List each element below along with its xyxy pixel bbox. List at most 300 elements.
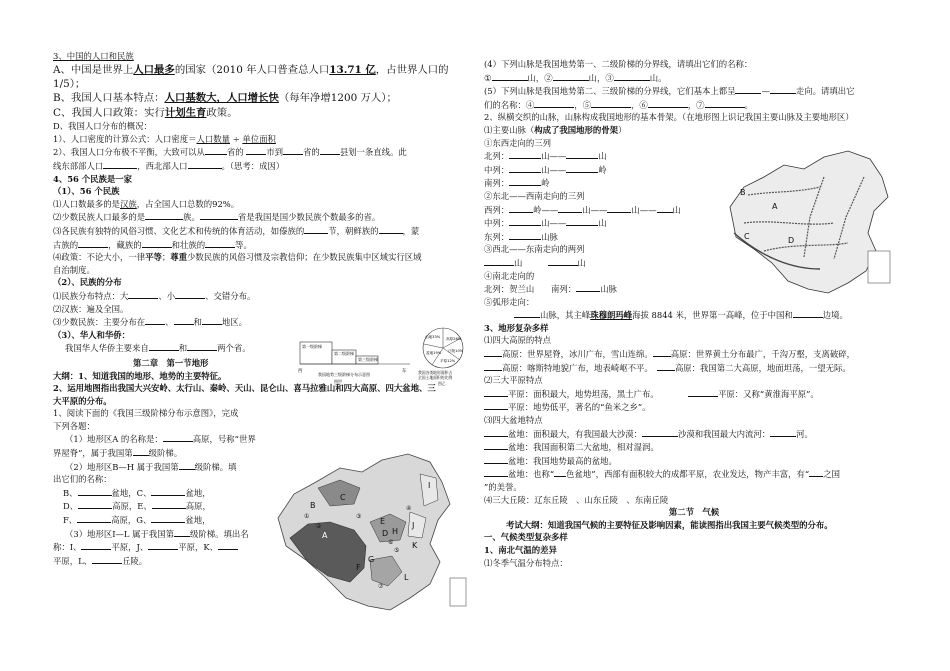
- nesw-title: ②东北——西南走向的三列: [484, 190, 585, 201]
- text: 东列：: [484, 231, 510, 242]
- text: ⑷政策：不论大小，一律: [53, 252, 146, 263]
- fill-blank[interactable]: [152, 499, 186, 509]
- fill-blank[interactable]: [653, 347, 671, 357]
- fill-blank[interactable]: [149, 341, 179, 351]
- map-label-i: I: [428, 481, 431, 490]
- fill-blank[interactable]: [607, 203, 631, 213]
- fill-blank[interactable]: [770, 84, 796, 94]
- text: 山——: [541, 164, 567, 175]
- text: (5）下列山脉是我国地势第二、三级阶梯的分界线，它们基本上都呈: [484, 86, 736, 97]
- text: 盆地：也称“: [508, 469, 555, 480]
- question-2-de: [53, 499, 268, 513]
- text: 山——: [582, 204, 608, 215]
- fill-blank[interactable]: [688, 387, 718, 397]
- fill-blank[interactable]: [553, 71, 589, 81]
- climate-outline: 考试大纲：知道我国气候的主要特征及影响因素，能读图指出我国主要气候类型的分布。: [506, 519, 833, 530]
- fill-blank[interactable]: [78, 486, 112, 496]
- question-1-cont: [53, 446, 268, 460]
- map-marker-4: ④: [406, 505, 412, 512]
- text: ⑶少数民族：主要分布在: [53, 317, 146, 328]
- fill-blank[interactable]: [218, 540, 238, 550]
- map-questions: [53, 407, 268, 567]
- text: 、小: [158, 290, 176, 301]
- basins-4: [484, 467, 904, 481]
- text: B、: [63, 487, 78, 498]
- text: 山: [598, 218, 607, 229]
- plains-title: ⑵三大平原特点: [484, 375, 543, 386]
- text: C、我国人口政策：实行: [53, 106, 165, 119]
- fill-blank[interactable]: [566, 149, 598, 159]
- basins-3: [484, 454, 904, 468]
- text: 盆地：我国面积第二大盆地，相对湿润。: [508, 442, 659, 453]
- fill-blank[interactable]: [576, 282, 600, 292]
- fill-blank[interactable]: [809, 467, 823, 477]
- plains-2: [484, 400, 904, 414]
- mountain-map-label-a: A: [772, 202, 778, 211]
- fill-blank[interactable]: [133, 446, 149, 456]
- basins-1: [484, 427, 904, 441]
- text: 盆地：面积最大，有我国最大沙漠：: [508, 428, 642, 439]
- text: 高原，E、: [112, 501, 152, 512]
- text: 1）、人口密度的计算公式：人口密度＝: [53, 133, 197, 144]
- pie-caption-2: 全国土地面积的比例: [418, 375, 453, 380]
- fill-blank[interactable]: [566, 163, 598, 173]
- fill-blank[interactable]: [205, 238, 235, 248]
- text: 高原：世界屋脊，冰川广布，雪山连绵。: [502, 349, 653, 360]
- fill-blank[interactable]: [175, 289, 205, 299]
- outline-2-cont: 大平原的分布。: [53, 395, 112, 406]
- map-label-j: J: [412, 521, 415, 530]
- text: 、: [165, 317, 174, 328]
- text: 高原，: [185, 501, 211, 512]
- text: ÷: [232, 133, 240, 144]
- text: 边境。: [822, 310, 848, 321]
- answer: 汉族: [120, 198, 137, 209]
- text: 界屋脊”，属于我国第: [53, 448, 133, 459]
- item-4-1a: [53, 198, 473, 211]
- text: （2）地形区B—H 属于我国第: [65, 461, 179, 472]
- arc-line: [484, 308, 904, 322]
- item-4-1c: [53, 224, 473, 238]
- nwse-title: ③西北——东南走向的两列: [484, 244, 585, 255]
- fill-blank[interactable]: [509, 149, 541, 159]
- text: 南列：: [484, 178, 510, 189]
- china-terrain-map: [270, 448, 468, 618]
- map-label-k: K: [412, 541, 418, 550]
- text: ，藏族的: [108, 239, 142, 250]
- text: ①: [484, 72, 492, 83]
- right-q5: (5）下列山脉是我国地势第二、三级阶梯的分界线，它们基本上都呈 — 走向。请填出它: [484, 86, 855, 97]
- fill-blank[interactable]: [492, 71, 528, 81]
- fill-blank[interactable]: [484, 467, 508, 477]
- fill-blank[interactable]: [151, 486, 185, 496]
- fill-blank[interactable]: [163, 432, 193, 442]
- text: 之国: [823, 469, 840, 480]
- fill-blank[interactable]: [484, 427, 508, 437]
- climate-1: 一、气候类型复杂多样: [484, 532, 568, 543]
- answer: 单位面积: [242, 133, 276, 144]
- fill-blank[interactable]: [484, 361, 502, 371]
- emphasis: 尊重: [170, 252, 187, 263]
- text: 走向。请填出它: [795, 86, 855, 97]
- question-1: [53, 432, 268, 446]
- emphasis: 13.71 亿: [329, 63, 376, 76]
- text: 平原：又称“黄淮海平原”。: [718, 388, 819, 399]
- question-3-cont: [53, 540, 268, 554]
- item-4-1d-cont: 自治制度。: [53, 264, 95, 275]
- answer: 人口数量: [196, 133, 231, 144]
- mountain-map-label-c: C: [744, 232, 750, 241]
- nesw-west: [484, 203, 719, 217]
- fill-blank[interactable]: [188, 159, 222, 169]
- ew-middle: [484, 163, 719, 177]
- question-3: [53, 527, 268, 541]
- text: 海拔 8844 米，世界第一高峰，位于中国和: [632, 310, 793, 321]
- text: 岭: [598, 164, 607, 175]
- fill-blank[interactable]: [78, 499, 112, 509]
- text: 山——: [631, 204, 657, 215]
- map-marker-5: ⑤: [394, 547, 400, 554]
- fill-blank[interactable]: [103, 159, 137, 169]
- mountains-sub: [484, 124, 904, 137]
- fill-blank[interactable]: [484, 387, 508, 397]
- fill-blank[interactable]: [151, 513, 185, 523]
- text: ，⑤: [574, 99, 591, 110]
- text: ，⑥: [631, 99, 648, 110]
- ns-items: [484, 282, 719, 296]
- fill-blank[interactable]: [484, 440, 508, 450]
- text: 级阶梯。填: [194, 461, 237, 472]
- text: 高原：世界黄土分布最广，千沟万壑，支离破碎，: [670, 349, 855, 360]
- emphasis: 计划生育: [164, 106, 207, 119]
- text: 山脉: [541, 231, 558, 242]
- fill-blank[interactable]: [77, 513, 111, 523]
- text: 、交错分布。: [205, 290, 256, 301]
- emphasis: 珠穆朗玛峰: [590, 310, 633, 321]
- question-2: [53, 460, 268, 474]
- mountains-title: 2、纵横交织的山脉，山脉构成我国地形的基本骨架。（在地形图上识记我国主要山脉及主要地形区）: [484, 112, 854, 123]
- text: 两个省。: [217, 343, 251, 354]
- fill-blank[interactable]: [509, 216, 541, 226]
- fill-blank[interactable]: [657, 361, 675, 371]
- fill-blank[interactable]: [648, 98, 688, 108]
- fill-blank[interactable]: [509, 176, 541, 186]
- question-2-bc: [53, 486, 268, 500]
- fill-blank[interactable]: [591, 98, 631, 108]
- text: 山: [598, 151, 607, 162]
- map-label-a: A: [322, 531, 328, 540]
- pie-plain: 平原12%: [440, 359, 456, 363]
- fill-blank[interactable]: [566, 216, 598, 226]
- text: ⑴民族分布特点：大: [53, 290, 129, 301]
- text: 少数民族的风俗习惯及宗教信仰；在少数民族集中区域实行区域: [187, 252, 422, 263]
- emphasis: 人口基数大，人口增长快: [164, 92, 279, 105]
- mountain-list: [484, 137, 719, 309]
- item-4-1b: [53, 210, 473, 224]
- plateaus-1: [484, 347, 904, 361]
- item-c: [53, 106, 473, 120]
- text: 和壮族的: [171, 239, 206, 250]
- fill-blank[interactable]: [128, 289, 158, 299]
- outline-1: 大纲：1、知道我国的地形、地势的主要特征。: [53, 370, 227, 381]
- text: ；: [161, 252, 171, 263]
- text: 平原，K、: [178, 542, 219, 553]
- text: 山: [672, 204, 681, 215]
- text: 山，②: [527, 72, 553, 83]
- text: 丘陵。: [122, 555, 148, 566]
- text: 市到: [266, 147, 284, 158]
- text: ⑶各民族有独特的风俗习惯、文化艺术和传统的体育活动，如傣族的: [53, 225, 305, 236]
- text: 盆地：我国地势最高的盆地。: [508, 455, 617, 466]
- text: 。（思考：成因）: [221, 161, 285, 171]
- text: 山。: [649, 72, 667, 83]
- text: 山——: [541, 151, 567, 162]
- west-label: 西: [298, 369, 303, 374]
- map-marker-7: ⑦: [378, 583, 384, 590]
- fill-blank[interactable]: [78, 238, 108, 248]
- fill-blank[interactable]: [205, 145, 227, 155]
- fill-blank[interactable]: [554, 467, 566, 477]
- climate-3: ⑴冬季气温分布特点：: [484, 557, 568, 568]
- text: 平原，L、: [53, 555, 93, 566]
- question-2-fg: [53, 513, 268, 527]
- fill-blank[interactable]: [174, 527, 190, 537]
- fill-blank[interactable]: [148, 540, 178, 550]
- outline-2: 2、运用地图指出我国大兴安岭、太行山、秦岭、天山、昆仑山、喜马拉雅山和四大高原、四大盆地、三: [53, 383, 436, 394]
- map-label-g: G: [368, 555, 375, 564]
- fill-blank[interactable]: [142, 238, 172, 248]
- steps-caption: 我国地势三级阶梯分布示意图: [318, 372, 370, 377]
- map-marker-6: ⑥: [388, 539, 394, 546]
- question-2-cont: 出它们的名称：: [53, 474, 112, 485]
- fill-blank[interactable]: [320, 145, 340, 155]
- text: 称：I、: [53, 542, 82, 553]
- text: （每年净增1200 万人）；: [278, 92, 397, 105]
- fill-blank[interactable]: [770, 427, 796, 437]
- text: A、中国是世界上: [53, 63, 134, 76]
- pie-caption-3: 图乙: [438, 381, 446, 386]
- hills: ⑷三大丘陵：辽东丘陵 、山东丘陵 、东南丘陵: [484, 494, 669, 505]
- right-q4-blanks: [484, 71, 904, 85]
- fill-blank[interactable]: [484, 400, 508, 410]
- terrain-figures: [298, 326, 473, 388]
- text: ，⑦: [687, 99, 705, 110]
- text: B、我国人口基本特点：: [53, 92, 165, 105]
- fill-blank[interactable]: [200, 210, 238, 220]
- fill-blank[interactable]: [642, 427, 678, 437]
- fill-blank[interactable]: [246, 145, 266, 155]
- basins-title: ⑶四大盆地特点: [484, 415, 543, 426]
- nwse-items: [484, 256, 719, 270]
- text: 等。: [235, 239, 252, 250]
- item-4-2b: ⑵汉族：遍及全国。: [53, 303, 129, 314]
- map-marker-1: ①: [304, 513, 310, 520]
- text: 省的: [303, 147, 320, 158]
- fill-blank[interactable]: [558, 203, 582, 213]
- text: 省的: [226, 147, 244, 158]
- text: D、: [63, 501, 79, 512]
- text: 高原，号称“世界: [192, 434, 256, 445]
- pie-plateau: 高原26%: [446, 337, 462, 341]
- text: 2）、我国人口分布极不平衡，大致可以从: [53, 147, 205, 158]
- step-label-3: 第三级阶梯: [358, 357, 378, 362]
- pie-hills: 丘陵10%: [448, 349, 464, 353]
- text: 河。: [796, 428, 813, 439]
- text: 中列：: [484, 164, 510, 175]
- text: 省是我国是国少数民族个数最多的省。: [237, 212, 381, 223]
- text: 和: [178, 343, 188, 354]
- mountain-map-label-b: B: [740, 188, 746, 197]
- read-intro: 1、阅读下面的《我国三级阶梯分布示意图》，完成: [53, 408, 239, 419]
- text: 西列：: [484, 204, 510, 215]
- text: 平原：面积最大，地势坦荡，黑土广布。: [508, 388, 655, 399]
- right-q4: (4）下列山脉是我国地势第一、二级阶梯的分界线，请填出它们的名称：: [484, 59, 753, 69]
- text: 山脉，其主峰: [540, 310, 591, 321]
- step-label-2: 第二级阶梯: [334, 351, 354, 356]
- text: ，占世界人口的: [375, 63, 449, 76]
- map-label-l: L: [404, 573, 409, 582]
- text: 山: [577, 257, 586, 268]
- text: 中列：: [484, 218, 510, 229]
- text: 我国华人华侨主要来自: [65, 343, 149, 354]
- item-d1: [53, 133, 473, 146]
- mountains-map-svg: [724, 147, 900, 302]
- text: （3）地形区I—L 属于我国第: [65, 528, 174, 539]
- subsection-distribution: （2）、民族的分布: [53, 277, 122, 288]
- fill-blank[interactable]: [514, 308, 540, 318]
- text: 色盆地”，西部有面积较大的成都平原，农业发达，物产丰富，有“: [566, 469, 810, 480]
- text: 盆地，: [185, 515, 211, 526]
- item-4-2a: [53, 289, 473, 303]
- text: 平原，J、: [111, 542, 149, 553]
- mountain-map-label-d: D: [788, 236, 795, 245]
- fill-blank[interactable]: [793, 308, 823, 318]
- fill-blank[interactable]: [145, 315, 165, 325]
- map-label-e: E: [380, 517, 386, 526]
- fill-blank[interactable]: [484, 347, 502, 357]
- right-q5-blanks: [484, 98, 904, 112]
- map-label-f: F: [356, 563, 361, 572]
- plateaus-title: ⑴四大高原的特点: [484, 335, 551, 346]
- ew-north: [484, 149, 719, 163]
- fill-blank[interactable]: [509, 230, 541, 240]
- read-intro-cont: 下列各题：: [53, 420, 95, 431]
- right-column: [484, 58, 904, 569]
- text: ）: [618, 124, 627, 135]
- text: 高原，G、: [111, 515, 152, 526]
- text: 族。: [183, 212, 200, 223]
- text: 的国家（2010 年人口普查总人口: [174, 63, 330, 76]
- fill-blank[interactable]: [614, 71, 650, 81]
- chapter2-title: 第二章 第一节地形: [133, 357, 209, 368]
- fill-blank[interactable]: [705, 98, 745, 108]
- text: 山——: [541, 218, 567, 229]
- text: （1）地形区A 的名称是：: [65, 434, 163, 445]
- steps-caption-2: 图甲: [334, 379, 342, 384]
- text: 北列：贺兰山 南列：: [484, 284, 577, 295]
- text: 山，③: [588, 72, 614, 83]
- text: ，占全国人口总数的92%。: [136, 198, 240, 209]
- section-population-title: 3、中国的人口和民族: [53, 51, 134, 61]
- item-4-1d: [53, 251, 473, 264]
- map-marker-2: ②: [316, 523, 322, 530]
- fill-blank[interactable]: [484, 256, 514, 266]
- text: 政策。: [206, 106, 238, 119]
- fill-blank[interactable]: [179, 460, 195, 470]
- ew-south: [484, 176, 719, 190]
- fill-blank[interactable]: [509, 203, 533, 213]
- fill-blank[interactable]: [735, 84, 761, 94]
- map-label-c: C: [340, 493, 346, 502]
- text: F、: [63, 515, 78, 526]
- text: ⑵少数民族人口最多的是: [53, 212, 146, 223]
- fill-blank[interactable]: [304, 224, 328, 234]
- text: ⑴主要山脉（: [484, 124, 535, 135]
- fill-blank[interactable]: [509, 163, 541, 173]
- item-4-1c-cont: [53, 238, 473, 252]
- fill-blank[interactable]: [92, 554, 122, 564]
- text: 县划一条直线。此: [339, 147, 407, 158]
- map-marker-3: ③: [356, 513, 362, 520]
- basins-4-cont: ”的美誉。: [484, 482, 522, 492]
- text: 盆地，C、: [111, 487, 152, 498]
- text: 古族的: [53, 239, 79, 250]
- pie-caption: 我国各类地形面积占: [418, 370, 453, 375]
- pie-mountain: 山地33%: [425, 335, 441, 339]
- text: 平原：地势低平，著名的“鱼米之乡”。: [508, 402, 651, 413]
- fill-blank[interactable]: [81, 540, 111, 550]
- fill-blank[interactable]: [145, 210, 183, 220]
- fill-blank[interactable]: [548, 256, 578, 266]
- nesw-east: [484, 230, 719, 244]
- text: 线东部部人口: [53, 161, 104, 171]
- text: 级阶梯。: [148, 448, 183, 459]
- item-d-title: D、我国人口分布的概况：: [53, 121, 152, 132]
- map-label-h: H: [392, 527, 399, 536]
- step-label-1: 第一级阶梯: [302, 344, 322, 349]
- fill-blank[interactable]: [657, 203, 673, 213]
- steps-diagram: [298, 326, 473, 388]
- text: 节，朝鲜族的: [328, 225, 379, 236]
- map-label-b: B: [310, 501, 316, 510]
- text: 沙漠和我国最大内流河：: [678, 428, 771, 439]
- fill-blank[interactable]: [187, 341, 217, 351]
- nesw-middle: [484, 216, 719, 230]
- fill-blank[interactable]: [534, 98, 574, 108]
- climate-2: 1、南北气温的差异: [484, 544, 557, 555]
- item-d2: [53, 145, 473, 159]
- fill-blank[interactable]: [484, 454, 508, 464]
- text: 和: [193, 317, 202, 328]
- text: 级阶梯。填出名: [190, 528, 249, 539]
- subsection-overseas: （3）、华人和华侨：: [53, 329, 131, 340]
- fill-blank[interactable]: [174, 315, 194, 325]
- pie-basin: 盆地19%: [426, 351, 442, 355]
- map-label-d: D: [382, 529, 389, 538]
- terrain-map-svg: [270, 448, 468, 618]
- item-a: [53, 63, 473, 77]
- text: 岭——: [533, 204, 559, 215]
- fill-blank[interactable]: [283, 145, 303, 155]
- text: 北列：: [484, 151, 510, 162]
- ew-title: ①东西走向的三列: [484, 137, 551, 148]
- section-climate-title: 第二节 气候: [668, 507, 720, 518]
- text: ⑴人口数最多的是: [53, 198, 120, 209]
- fill-blank[interactable]: [379, 224, 403, 234]
- fill-blank[interactable]: [202, 315, 222, 325]
- emphasis: 平等: [145, 252, 162, 263]
- china-mountains-map: [724, 147, 900, 302]
